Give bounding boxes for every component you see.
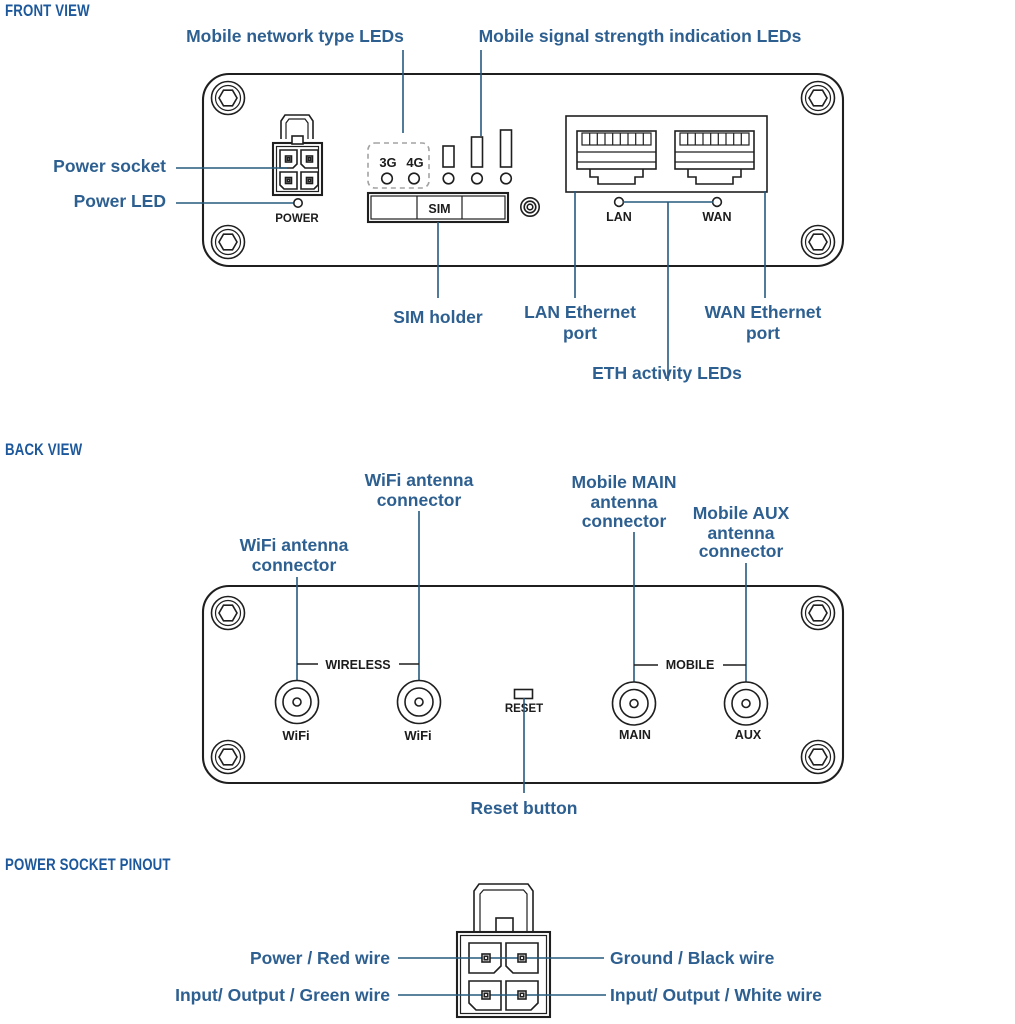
callout-aux-line2: antenna [707, 523, 775, 543]
callout-wifi-left-line1: WiFi antenna [239, 535, 349, 555]
callout-power-socket: Power socket [53, 156, 166, 176]
back-view-section [5, 441, 843, 818]
callout-signal-leds: Mobile signal strength indication LEDs [478, 26, 802, 46]
callout-wifi-left-line2: connector [251, 555, 337, 575]
pin-power [482, 954, 490, 962]
front-view-section [5, 2, 843, 383]
callout-aux-line3: connector [698, 541, 784, 561]
pinout-section [5, 856, 822, 1017]
aux-panel-label: AUX [734, 728, 762, 742]
mobile-aux-antenna-connector [725, 682, 768, 725]
lan-panel-label: LAN [606, 210, 632, 224]
callout-main-line1: Mobile MAIN [571, 472, 677, 492]
power-panel-label: POWER [275, 213, 319, 225]
pinout-connector [457, 884, 550, 1017]
wifi-antenna-connector-right [398, 681, 441, 724]
pin-io-green [482, 991, 490, 999]
wan-panel-label: WAN [702, 210, 732, 224]
wifi-right-panel-label: WiFi [404, 728, 432, 743]
callout-power-led: Power LED [73, 191, 166, 211]
pinout-title: POWER SOCKET PINOUT [5, 855, 171, 875]
mobile-main-antenna-connector [613, 682, 656, 725]
pin-ground [518, 954, 526, 962]
callout-power-red-wire: Power / Red wire [249, 948, 390, 968]
sim-panel-label: SIM [428, 202, 451, 216]
callout-wifi-right-line1: WiFi antenna [364, 470, 474, 490]
led-3g-label: 3G [379, 155, 397, 170]
callout-io-white-wire: Input/ Output / White wire [610, 985, 822, 1005]
wifi-left-panel-label: WiFi [282, 728, 310, 743]
callout-wan-line2: port [745, 323, 781, 343]
wireless-panel-label: WIRELESS [325, 658, 391, 672]
main-panel-label: MAIN [619, 728, 651, 742]
mobile-panel-label: MOBILE [665, 658, 715, 672]
wifi-antenna-connector-left [276, 681, 319, 724]
callout-ground-black-wire: Ground / Black wire [610, 948, 775, 968]
pin-io-white [518, 991, 526, 999]
callout-wan-line1: WAN Ethernet [704, 302, 822, 322]
callout-main-line2: antenna [590, 492, 658, 512]
callout-sim-holder: SIM holder [393, 307, 483, 327]
callout-network-leds: Mobile network type LEDs [186, 26, 404, 46]
callout-wifi-right-line2: connector [376, 490, 462, 510]
front-view-title: FRONT VIEW [5, 1, 90, 21]
callout-main-line3: connector [581, 511, 667, 531]
callout-lan-line2: port [562, 323, 598, 343]
callout-eth-activity: ETH activity LEDs [592, 363, 742, 383]
callout-aux-line1: Mobile AUX [692, 503, 790, 523]
back-view-title: BACK VIEW [5, 440, 83, 460]
sim-holder [368, 193, 508, 222]
callout-io-green-wire: Input/ Output / Green wire [175, 985, 390, 1005]
led-4g-label: 4G [406, 155, 424, 170]
callout-reset-button: Reset button [470, 798, 578, 818]
reset-panel-label: RESET [504, 703, 544, 715]
callout-lan-line1: LAN Ethernet [524, 302, 636, 322]
